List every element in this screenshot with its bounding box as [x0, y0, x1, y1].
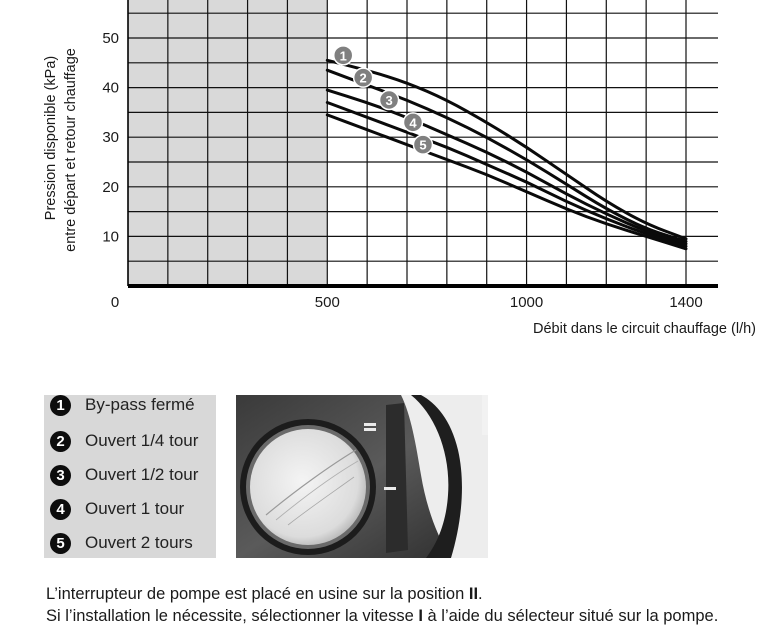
- note-text: L’interrupteur de pompe est placé en usine sur la position: [46, 585, 469, 603]
- series-marker-label: 5: [419, 137, 427, 153]
- y-tick-label: 20: [102, 178, 119, 196]
- x-tick-label: 500: [314, 294, 340, 311]
- legend-item: [50, 528, 193, 558]
- legend-label: Ouvert 1 tour: [85, 499, 185, 518]
- number-4-icon: 4: [50, 499, 71, 520]
- number-2-icon: 2: [50, 431, 71, 452]
- legend-label: Ouvert 1/2 tour: [85, 465, 199, 484]
- legend-item: [50, 390, 195, 420]
- legend-panel: [44, 395, 216, 558]
- chart-series: [327, 60, 686, 249]
- series-marker-label: 4: [409, 115, 417, 131]
- y-tick-label: 30: [102, 129, 119, 147]
- y-axis-label: Pression disponible (kPa): [43, 55, 59, 221]
- chart-series-markers: [334, 46, 433, 154]
- y-axis-label-second-line: entre départ et retour chauffage: [63, 48, 79, 252]
- shaded-region: [128, 0, 327, 286]
- series-marker-label: 3: [385, 93, 393, 108]
- note-text: Si l’installation le nécessite, sélectionner la vitesse: [46, 607, 419, 625]
- legend-label: By-pass fermé: [85, 395, 195, 414]
- x-axis-label: Débit dans le circuit chauffage (l/h): [533, 321, 756, 337]
- note-speed-label: I: [418, 607, 423, 625]
- number-3-icon: 3: [50, 465, 71, 486]
- legend-item: [50, 494, 184, 524]
- note-line-1: [46, 585, 483, 604]
- number-5-icon: 5: [50, 533, 71, 554]
- x-tick-label: 1400: [669, 294, 703, 311]
- note-text: .: [478, 585, 483, 603]
- note-speed-label: II: [468, 585, 479, 603]
- series-marker-label: 1: [339, 48, 347, 64]
- legend-label: Ouvert 2 tours: [85, 533, 193, 552]
- note-line-2: [46, 607, 718, 626]
- legend-item: [50, 460, 198, 490]
- number-1-icon: 1: [50, 395, 71, 416]
- x-tick-label: 0: [110, 294, 120, 311]
- legend-label: Ouvert 1/4 tour: [85, 431, 199, 450]
- legend-item: [50, 426, 198, 456]
- series-marker-label: 2: [359, 70, 367, 86]
- y-tick-label: 10: [102, 228, 119, 246]
- x-tick-label: 1000: [509, 294, 544, 311]
- note-text: à l’aide du sélecteur situé sur la pompe.: [422, 607, 719, 625]
- pump-selector-photo: [236, 395, 488, 558]
- y-tick-label: 50: [102, 30, 119, 47]
- y-tick-label: 40: [102, 79, 119, 97]
